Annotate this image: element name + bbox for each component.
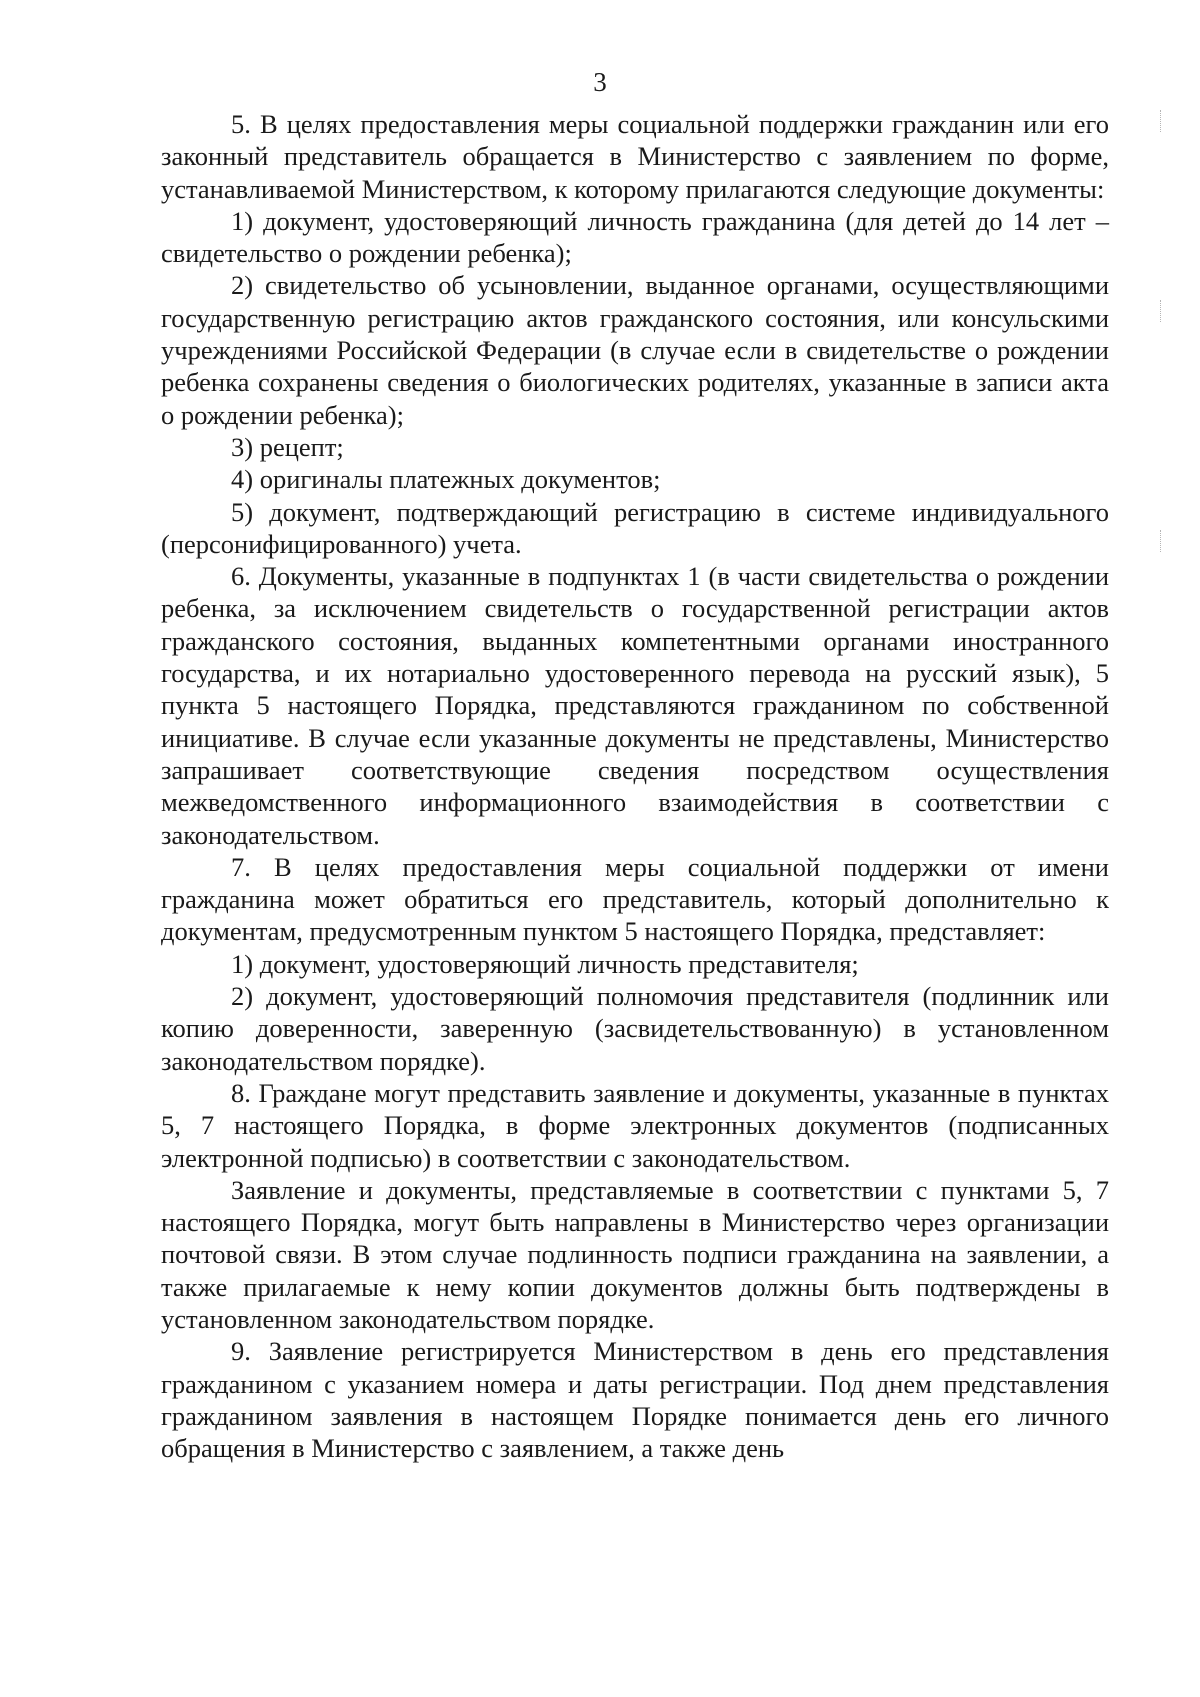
scan-mark xyxy=(1160,300,1163,322)
document-body xyxy=(161,108,1109,1464)
paragraph-7-item-1: 1) документ, удостоверяющий личность представителя; xyxy=(231,948,859,979)
paragraph-5-item-2: 2) свидетельство об усыновлении, выданное органами, осуществляющими государственную регистрацию актов гражданского состояния, или консульскими учреждениями Российской Федерации (в случае если в свидетельстве о рождении ребенка сохранены сведения о биологических родителях, указанные в записи акта о рождении ребенка); xyxy=(161,270,1109,430)
scan-mark xyxy=(1160,530,1163,552)
paragraph-6: 6. Документы, указанные в подпунктах 1 (в части свидетельства о рождении ребенка, за исключением свидетельств о государственной регистрации актов гражданского состояния, выданных компетентными органами иностранного государства, и их нотариально удостоверенного перевода на русский язык), 5 пункта 5 настоящего Порядка, представляются гражданином по собственной инициативе. В случае если указанные документы не представлены, Министерство запрашивает соответствующие сведения посредством осуществления межведомственного информационного взаимодействия в соответствии с законодательством. xyxy=(161,561,1109,850)
paragraph-5-item-5: 5) документ, подтверждающий регистрацию в системе индивидуального (персонифицированного) учета. xyxy=(161,496,1109,559)
paragraph-8-continuation: Заявление и документы, представляемые в соответствии с пунктами 5, 7 настоящего Порядка, могут быть направлены в Министерство через организации почтовой связи. В этом случае подлинность подписи гражданина на заявлении, а также прилагаемые к нему копии документов должны быть подтверждены в установленном законодательством порядке. xyxy=(161,1174,1109,1334)
paragraph-9: 9. Заявление регистрируется Министерством в день его представления гражданином с указанием номера и даты регистрации. Под днем представления гражданином заявления в настоящем Порядке понимается день его личного обращения в Министерство с заявлением, а также день xyxy=(161,1336,1109,1464)
paragraph-5: 5. В целях предоставления меры социальной поддержки гражданин или его законный представитель обращается в Министерство с заявлением по форме, устанавливаемой Министерством, к которому прилагаются следующие документы: xyxy=(161,109,1109,204)
paragraph-5-item-4: 4) оригиналы платежных документов; xyxy=(231,464,661,495)
scan-mark xyxy=(1160,110,1163,132)
scan-margin-marks xyxy=(1160,110,1164,570)
paragraph-7-item-2: 2) документ, удостоверяющий полномочия представителя (подлинник или копию доверенности, заверенную (засвидетельствованную) в установленном законодательством порядке). xyxy=(161,981,1109,1076)
paragraph-5-item-1: 1) документ, удостоверяющий личность гражданина (для детей до 14 лет – свидетельство о рождении ребенка); xyxy=(161,205,1109,269)
page-number: 3 xyxy=(593,67,607,97)
paragraph-7: 7. В целях предоставления меры социальной поддержки от имени гражданина может обратиться его представитель, который дополнительно к документам, предусмотренным пунктом 5 настоящего Порядка, представляет: xyxy=(161,851,1109,947)
paragraph-5-item-3: 3) рецепт; xyxy=(231,431,344,462)
paragraph-8: 8. Граждане могут представить заявление и документы, указанные в пунктах 5, 7 настоящего Порядка, в форме электронных документов (подписанных электронной подписью) в соответствии с законодательством. xyxy=(161,1077,1109,1173)
